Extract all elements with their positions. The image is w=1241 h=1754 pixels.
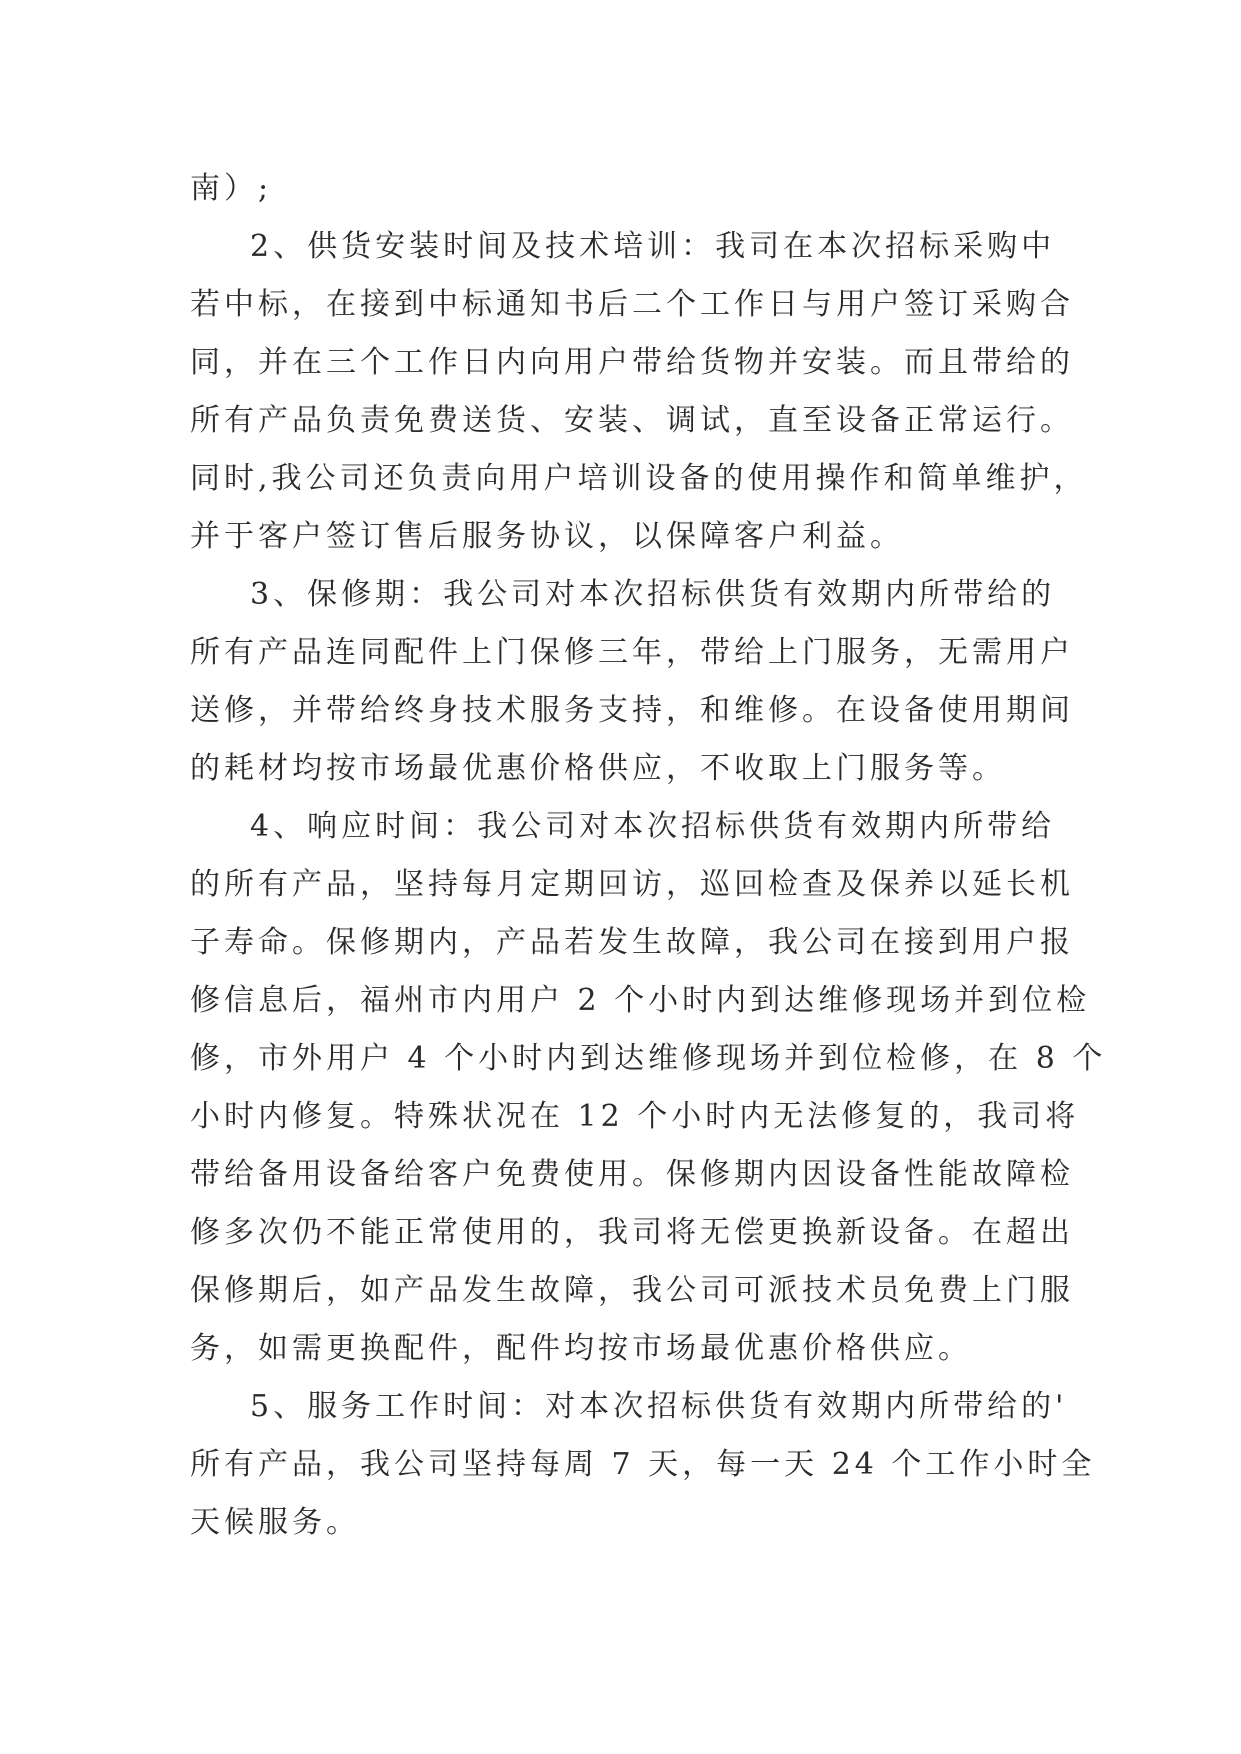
text-line: 小时内修复。特殊状况在 12 个小时内无法修复的，我司将 (190, 1099, 1080, 1134)
text-line: 带给备用设备给客户免费使用。保修期内因设备性能故障检 (190, 1157, 1074, 1192)
paragraph-5-heading-line: 5、服务工作时间：对本次招标供货有效期内所带给的' (250, 1389, 1068, 1424)
text-line: 所有产品连同配件上门保修三年，带给上门服务，无需用户 (190, 635, 1074, 670)
text-line: 所有产品，我公司坚持每周 7 天，每一天 24 个工作小时全 (190, 1447, 1096, 1482)
text-line: 南）; (190, 171, 273, 206)
text-line: 修信息后，福州市内用户 2 个小时内到达维修现场并到位检 (190, 983, 1091, 1018)
text-line: 并于客户签订售后服务协议，以保障客户利益。 (190, 519, 904, 554)
text-line: 的耗材均按市场最优惠价格供应，不收取上门服务等。 (190, 751, 1006, 786)
paragraph-3-heading-line: 3、保修期：我公司对本次招标供货有效期内所带给的 (250, 577, 1056, 612)
paragraph-4-heading-line: 4、响应时间：我公司对本次招标供货有效期内所带给 (250, 809, 1056, 844)
text-line: 务，如需更换配件，配件均按市场最优惠价格供应。 (190, 1331, 972, 1366)
text-line: 送修，并带给终身技术服务支持，和维修。在设备使用期间 (190, 693, 1074, 728)
text-line: 子寿命。保修期内，产品若发生故障，我公司在接到用户报 (190, 925, 1074, 960)
text-line: 修，市外用户 4 个小时内到达维修现场并到位检修，在 8 个 (190, 1041, 1107, 1076)
text-line: 若中标，在接到中标通知书后二个工作日与用户签订采购合 (190, 287, 1074, 322)
text-line: 修多次仍不能正常使用的，我司将无偿更换新设备。在超出 (190, 1215, 1074, 1250)
document-body (190, 160, 1107, 1552)
text-line: 天候服务。 (190, 1505, 360, 1540)
text-line: 所有产品负责免费送货、安装、调试，直至设备正常运行。 (190, 403, 1074, 438)
text-line: 同时,我公司还负责向用户培训设备的使用操作和简单维护， (190, 461, 1088, 496)
text-line: 保修期后，如产品发生故障，我公司可派技术员免费上门服 (190, 1273, 1074, 1308)
text-line: 的所有产品，坚持每月定期回访，巡回检查及保养以延长机 (190, 867, 1074, 902)
text-line: 同，并在三个工作日内向用户带给货物并安装。而且带给的 (190, 345, 1074, 380)
paragraph-2-heading-line: 2、供货安装时间及技术培训：我司在本次招标采购中 (250, 229, 1056, 264)
